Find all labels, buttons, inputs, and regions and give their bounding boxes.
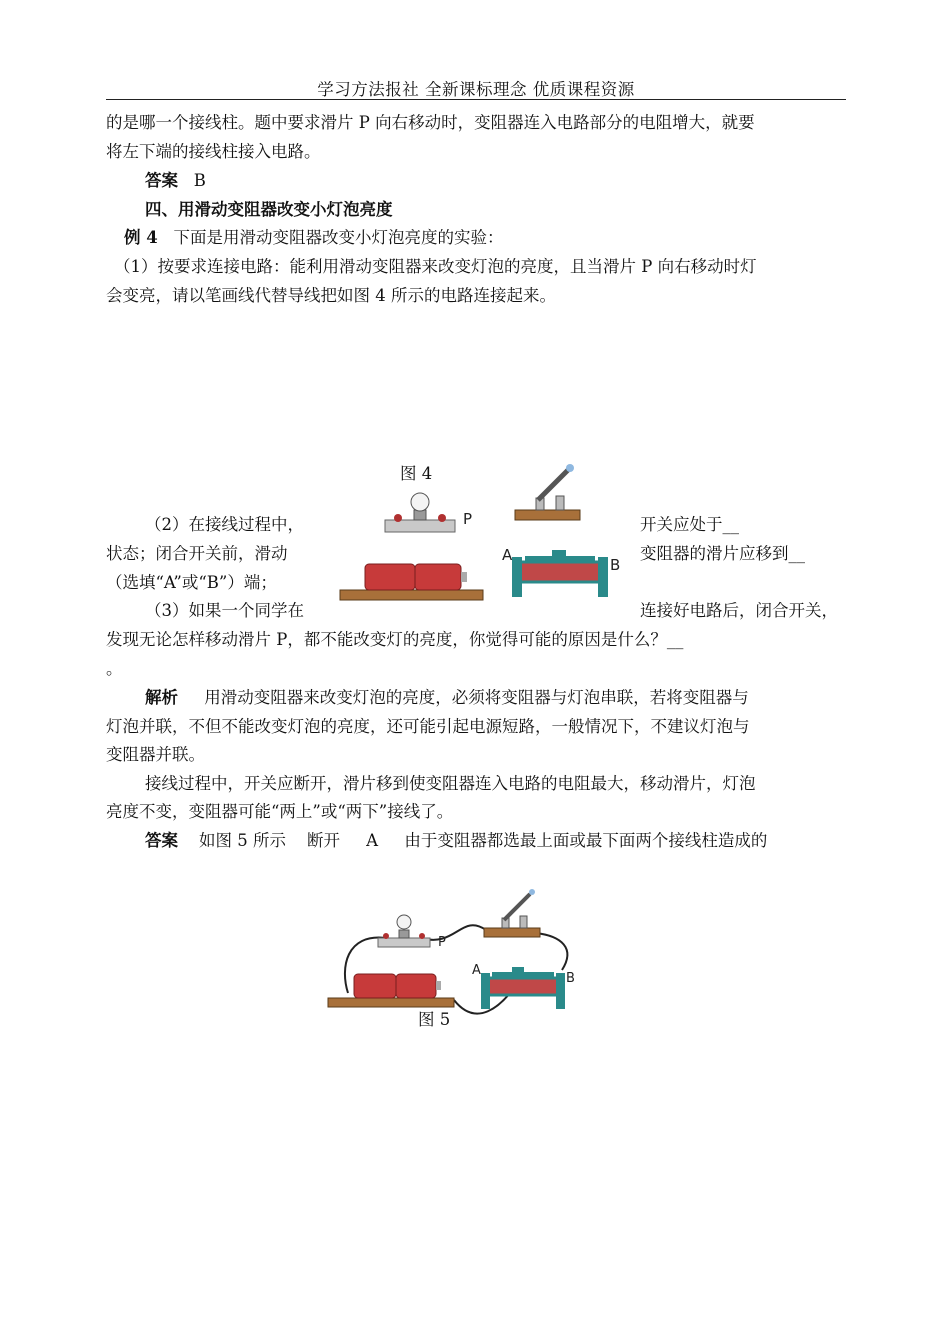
q2-left1: （2）在接线过程中， (145, 515, 304, 534)
figure5-illustration (326, 888, 586, 1038)
example4-intro-text: 下面是用滑动变阻器改变小灯泡亮度的实验： (173, 228, 504, 247)
analysis-p2-line2: 亮度不变，变阻器可能“两上”或“两下”接线了。 (106, 802, 454, 821)
q2-left2: 状态；闭合开关前，滑动 (106, 544, 288, 563)
q2-right2: 变阻器的滑片应移到__ (640, 544, 805, 563)
page-header: 学习方法报社 全新课标理念 优质课程资源 (317, 80, 635, 99)
figure5-lamp (378, 915, 430, 947)
figure4-battery (340, 564, 483, 600)
analysis-p1-line3: 变阻器并联。 (106, 745, 205, 764)
figure4-label-p: P (463, 510, 473, 528)
figure5-label-p: P (438, 935, 446, 950)
figure4-label-b: B (610, 556, 621, 574)
example4-label: 例 4 (124, 228, 158, 247)
figure5-caption: 图 5 (418, 1010, 451, 1029)
header-rule (106, 99, 846, 100)
analysis-line1 (145, 687, 749, 709)
figure4-label-a: A (502, 546, 513, 564)
answer2 (145, 830, 767, 852)
figure4-caption: 图 4 (400, 464, 433, 483)
figure5-wire-3 (536, 933, 567, 970)
figure5-wire-2 (421, 925, 486, 940)
answer1-value: B (193, 171, 206, 190)
figure4-switch (515, 464, 580, 520)
example4-intro (124, 227, 503, 249)
answer2-label: 答案 (145, 831, 178, 850)
analysis-p1-line2: 灯泡并联，不但不能改变灯泡的亮度，还可能引起电源短路，一般情况下，不建议灯泡与 (106, 717, 750, 736)
q1-line2: 会变亮，请以笔画线代替导线把如图 4 所示的电路连接起来。 (106, 286, 556, 305)
answer2-value: 如图 5 所示 断开 A 由于变阻器都选最上面或最下面两个接线柱造成的 (198, 831, 768, 850)
figure5-switch (484, 889, 540, 937)
figure5-rheostat (481, 967, 565, 1009)
analysis-label: 解析 (145, 688, 178, 707)
q3-line3: 。 (106, 659, 123, 678)
q2-left3: （选填“A”或“B”）端； (106, 573, 277, 592)
figure4-illustration (330, 462, 630, 612)
para1-line2: 将左下端的接线柱接入电路。 (106, 142, 321, 161)
figure4-lamp (385, 493, 455, 532)
answer1 (145, 170, 206, 192)
answer1-label: 答案 (145, 171, 178, 190)
figure4-rheostat (512, 550, 608, 597)
analysis-p1-line1: 用滑动变阻器来改变灯泡的亮度，必须将变阻器与灯泡串联，若将变阻器与 (204, 688, 749, 707)
analysis-p2-line1: 接线过程中，开关应断开，滑片移到使变阻器连入电路的电阻最大，移动滑片，灯泡 (145, 774, 756, 793)
q2-right1: 开关应处于__ (640, 515, 739, 534)
figure5-label-a: A (472, 963, 481, 978)
q3-line2: 发现无论怎样移动滑片 P，都不能改变灯的亮度，你觉得可能的原因是什么？__ (106, 630, 684, 649)
section4-title: 四、用滑动变阻器改变小灯泡亮度 (145, 200, 393, 219)
figure5-label-b: B (566, 971, 575, 986)
q1-line1: （1）按要求连接电路：能利用滑动变阻器来改变灯泡的亮度，且当滑片 P 向右移动时灯 (114, 257, 757, 276)
q3-left: （3）如果一个同学在 (145, 601, 304, 620)
para1-line1: 的是哪一个接线柱。题中要求滑片 P 向右移动时，变阻器连入电路部分的电阻增大，就要 (106, 113, 755, 132)
q3-right: 连接好电路后，闭合开关， (640, 601, 838, 620)
